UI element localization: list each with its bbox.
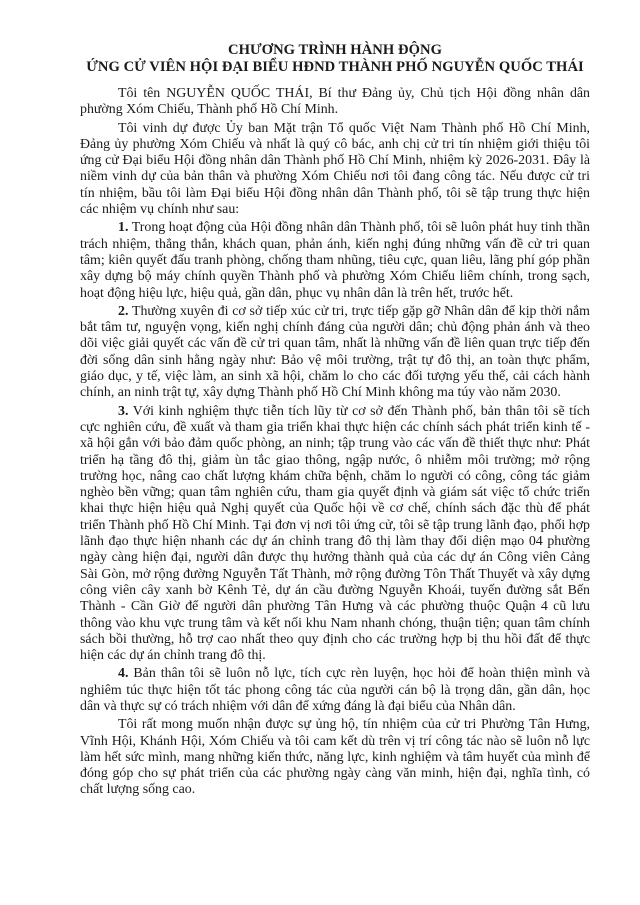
document-subtitle: ỨNG CỬ VIÊN HỘI ĐẠI BIỂU HĐND THÀNH PHỐ NGUYỄN QUỐC THÁI (86, 59, 584, 75)
task-text: Thường xuyên đi cơ sở tiếp xúc cử tri, trực tiếp gặp gỡ Nhân dân để kịp thời nắm bắt tâm tư, nguyện vọng, kiến nghị chính đáng của người dân; chủ động phản ánh và theo dõi việc giải quyết các vấn đề cử tri quan tâm, nhất là những vấn đề liên quan trực tiếp đến đời sống dân sinh hằng ngày như: Bảo vệ môi trường, trật tự đô thị, an toàn thực phẩm, giáo dục, y tế, việc làm, an sinh xã hội, chăm lo cho các đối tượng yếu thế, cải cách hành chính, an ninh trật tự, xây dựng Thành phố Hồ Chí Minh không ma túy vào năm 2030. (80, 303, 590, 401)
task-item-3 (80, 404, 590, 665)
document-title: CHƯƠNG TRÌNH HÀNH ĐỘNG (228, 42, 442, 58)
task-item-1 (80, 220, 590, 301)
closing-paragraph: Tôi rất mong muốn nhận được sự ủng hộ, tín nhiệm của cử tri Phường Tân Hưng, Vĩnh Hội, Khánh Hội, Xóm Chiếu và tôi cam kết dù trên vị trí công tác nào sẽ luôn nỗ lực làm hết sức mình, mang những kiến thức, năng lực, kinh nghiệm và tâm huyết của mình để đóng góp cho sự phát triển của các phường ngày càng văn minh, hiện đại, nghĩa tình, có chất lượng sống cao. (80, 717, 590, 798)
task-text: Với kinh nghiệm thực tiễn tích lũy từ cơ sở đến Thành phố, bản thân tôi sẽ tích cực nghiên cứu, đề xuất và tham gia triển khai thực hiện các chính sách phát triển kinh tế - xã hội gắn với bảo đảm quốc phòng, an ninh; tập trung vào các vấn đề thiết thực như: Phát triển hạ tầng đô thị, giảm ùn tắc giao thông, ngập nước, ô nhiễm môi trường; mở rộng trường học, nâng cao chất lượng khám chữa bệnh, chăm lo người có công, công tác giảm nghèo bền vững; quan tâm nghiên cứu, tham gia quyết định và giám sát việc tổ chức triển khai thực hiện hiệu quả Nghị quyết của Quốc hội về cơ chế, chính sách đặc thù để phát triển Thành phố Hồ Chí Minh. Tại đơn vị nơi tôi ứng cử, tôi sẽ tập trung lãnh đạo, phối hợp lãnh đạo thực hiện nhanh các dự án chỉnh trang đô thị làm thay đổi diện mạo 04 phường ngày càng hiện đại, người dân được thụ hưởng thành quả của các dự án Công viên Cảng Sài Gòn, mở rộng đường Nguyễn Tất Thành, mở rộng đường Tôn Thất Thuyết và xây dựng công viên cây xanh bờ Kênh Tẻ, dự án cầu đường Nguyễn Khoái, tuyến đường sắt Bến Thành - Cần Giờ để người dân phường Tân Hưng và các phường thuộc Quận 4 cũ lưu thông vào khu vực trung tâm và kết nối khu Nam nhanh chóng, thuận tiện; quan tâm chính sách bồi thường, hỗ trợ cao nhất theo quy định cho các trường hợp bị thu hồi đất để thực hiện các dự án chỉnh trang đô thị. (80, 403, 590, 664)
task-item-2 (80, 304, 590, 402)
opening-paragraph: Tôi vinh dự được Ủy ban Mặt trận Tổ quốc Việt Nam Thành phố Hồ Chí Minh, Đảng ủy phường Xóm Chiếu và nhất là quý cô bác, anh chị cử tri tín nhiệm giới thiệu tôi ứng cử Đại biểu Hội đồng nhân dân Thành phố Hồ Chí Minh, nhiệm kỳ 2026-2031. Đây là niềm vinh dự của bản thân và phường Xóm Chiếu nơi tôi đang công tác. Nếu được cử tri tín nhiệm, bầu tôi làm Đại biểu Hội đồng nhân dân Thành phố, tôi sẽ tập trung thực hiện các nhiệm vụ chính như sau: (80, 120, 590, 218)
task-number: 3. (118, 403, 129, 419)
task-number: 2. (118, 303, 129, 319)
task-number: 1. (118, 220, 129, 236)
task-text: Trong hoạt động của Hội đồng nhân dân Thành phố, tôi sẽ luôn phát huy tinh thần trách nhiệm, thẳng thắn, khách quan, phản ánh, kiến nghị đúng những vấn đề cử tri quan tâm; kiên quyết đấu tranh phòng, chống tham nhũng, tiêu cực, quan liêu, lãng phí góp phần xây dựng bộ máy chính quyền Thành phố và phường Xóm Chiếu liêm chính, trong sạch, hoạt động hiệu lực, hiệu quả, gần dân, phục vụ nhân dân là trên hết, trước hết. (80, 220, 590, 301)
intro-paragraph: Tôi tên NGUYỄN QUỐC THÁI, Bí thư Đảng ủy, Chủ tịch Hội đồng nhân dân phường Xóm Chiếu, Thành phố Hồ Chí Minh. (80, 86, 590, 118)
task-number: 4. (118, 666, 129, 682)
task-item-4 (80, 666, 590, 715)
task-text: Bản thân tôi sẽ luôn nỗ lực, tích cực rèn luyện, học hỏi để hoàn thiện mình và nghiêm túc thực hiện tốt tác phong công tác của người cán bộ là trọng dân, gần dân, học dân và thực sự có trách nhiệm với dân để xứng đáng là đại biểu của Nhân dân. (80, 666, 590, 714)
